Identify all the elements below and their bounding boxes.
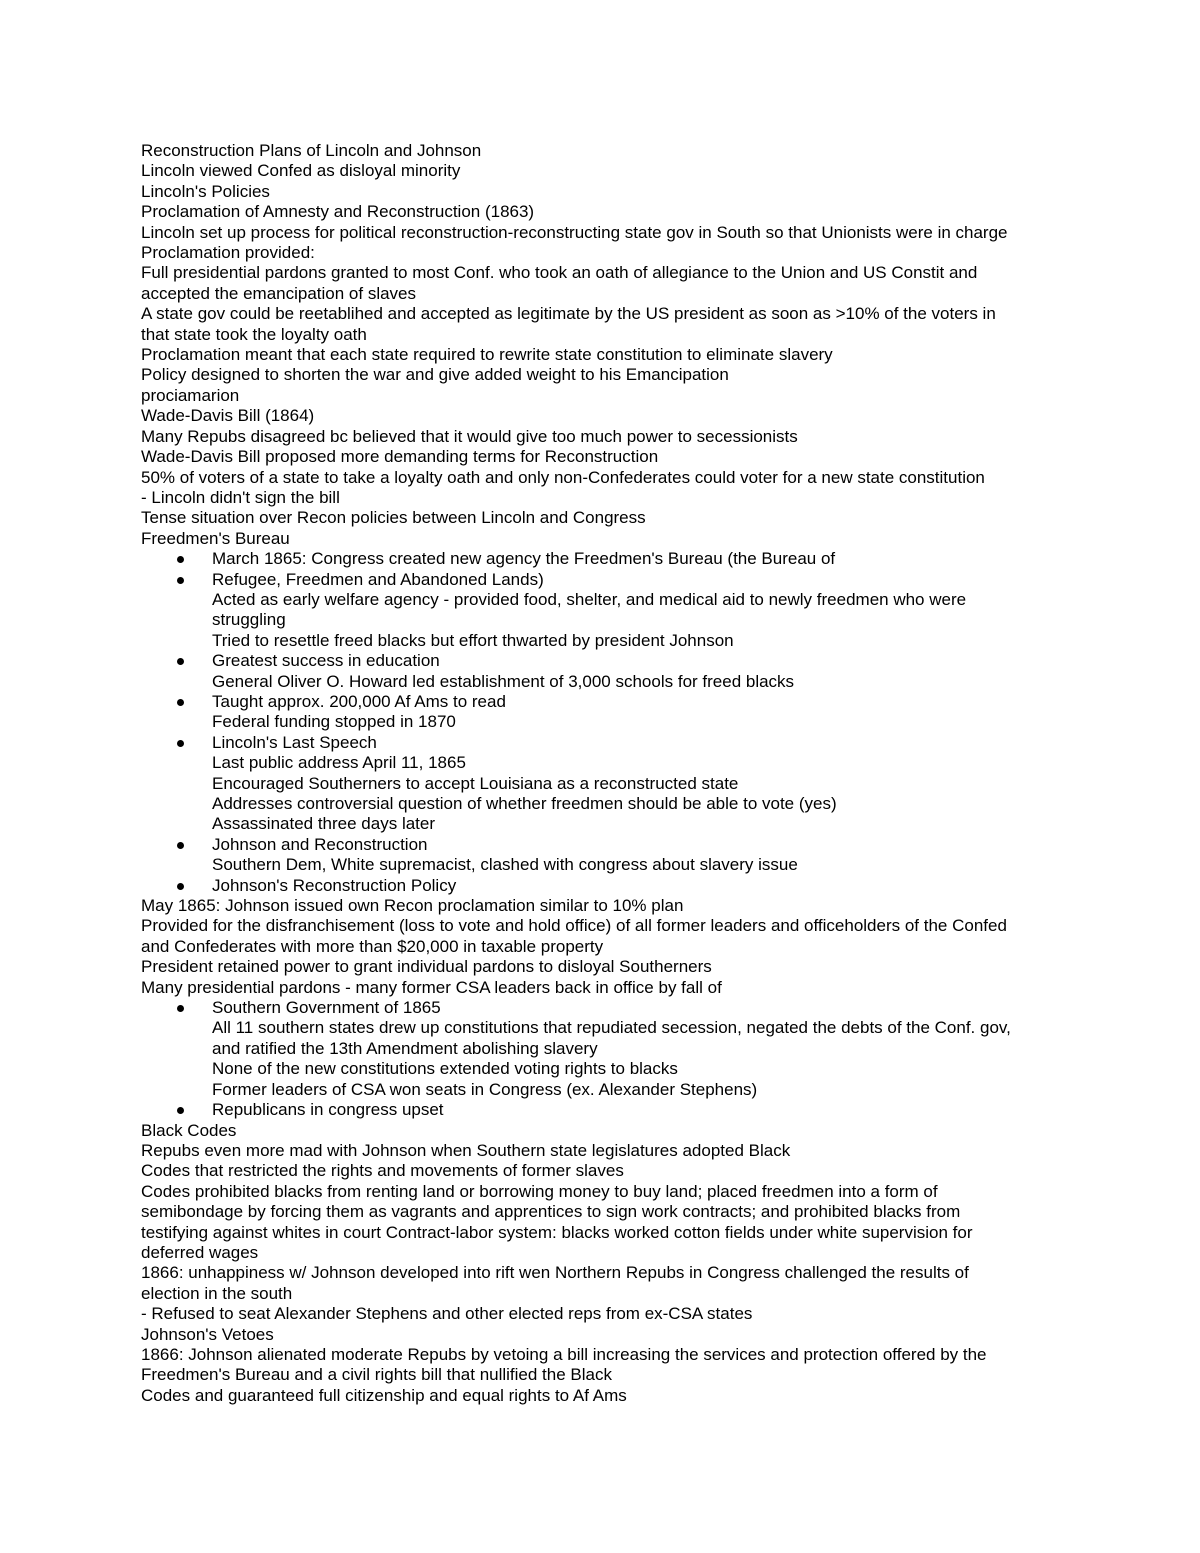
line-text: Tried to resettle freed blacks but effort thwarted by president Johnson: [212, 630, 734, 650]
text-line: [141, 916, 1061, 936]
text-line: [141, 202, 1061, 222]
line-text: Many presidential pardons - many former CSA leaders back in office by fall of: [141, 977, 722, 997]
line-text: Johnson's Vetoes: [141, 1324, 274, 1344]
text-line: [141, 631, 1061, 651]
text-line: [141, 1018, 1061, 1038]
bullet-icon: [177, 577, 184, 584]
line-text: Johnson's Reconstruction Policy: [212, 875, 457, 895]
line-text: General Oliver O. Howard led establishment of 3,000 schools for freed blacks: [212, 671, 795, 691]
text-line: [141, 1141, 1061, 1161]
bullet-item: [141, 549, 1061, 569]
line-text: Former leaders of CSA won seats in Congress (ex. Alexander Stephens): [212, 1079, 758, 1099]
line-text: Black Codes: [141, 1120, 237, 1140]
line-text: and Confederates with more than $20,000 in taxable property: [141, 936, 604, 956]
text-line: [141, 753, 1061, 773]
line-text: and ratified the 13th Amendment abolishing slavery: [212, 1038, 598, 1058]
line-text: None of the new constitutions extended voting rights to blacks: [212, 1059, 678, 1079]
line-text: testifying against whites in court Contract-labor system: blacks worked cotton fields under white supervision for: [141, 1222, 973, 1242]
line-text: struggling: [212, 610, 286, 630]
text-line: [141, 937, 1061, 957]
line-text: accepted the emancipation of slaves: [141, 283, 417, 303]
line-text: deferred wages: [141, 1242, 259, 1262]
text-line: [141, 1039, 1061, 1059]
line-text: Policy designed to shorten the war and give added weight to his Emancipation: [141, 365, 729, 385]
bullet-icon: [177, 699, 184, 706]
line-text: 1866: Johnson alienated moderate Repubs by vetoing a bill increasing the services and protection offered by the: [141, 1344, 987, 1364]
line-text: 1866: unhappiness w/ Johnson developed into rift wen Northern Repubs in Congress challenged the results of: [141, 1263, 969, 1283]
line-text: prociamarion: [141, 385, 240, 405]
bullet-icon: [177, 1107, 184, 1114]
line-text: that state took the loyalty oath: [141, 324, 367, 344]
text-line: [141, 1182, 1061, 1202]
text-line: [141, 345, 1061, 365]
line-text: Lincoln viewed Confed as disloyal minority: [141, 161, 461, 181]
line-text: Codes that restricted the rights and movements of former slaves: [141, 1161, 624, 1181]
line-text: Addresses controversial question of whether freedmen should be able to vote (yes): [212, 794, 837, 813]
bullet-icon: [177, 842, 184, 849]
text-line: [141, 1263, 1061, 1283]
line-text: President retained power to grant individual pardons to disloyal Southerners: [141, 957, 712, 977]
bullet-icon: [177, 883, 184, 890]
text-line: [141, 1080, 1061, 1100]
text-line: [141, 814, 1061, 834]
line-text: - Refused to seat Alexander Stephens and other elected reps from ex-CSA states: [141, 1304, 753, 1324]
text-line: [141, 1365, 1061, 1385]
text-line: [141, 223, 1061, 243]
line-text: Full presidential pardons granted to most Conf. who took an oath of allegiance to the Union and US Constit and: [141, 263, 978, 283]
line-text: Codes and guaranteed full citizenship and equal rights to Af Ams: [141, 1385, 627, 1405]
line-text: Provided for the disfranchisement (loss to vote and hold office) of all former leaders and officeholders of the Confed: [141, 916, 1007, 936]
line-text: Lincoln's Last Speech: [212, 732, 377, 752]
line-text: Johnson and Reconstruction: [212, 834, 428, 854]
line-text: Lincoln set up process for political reconstruction-reconstructing state gov in South so that Unionists were in charge: [141, 222, 1008, 242]
text-line: [141, 1243, 1061, 1263]
line-text: Southern Dem, White supremacist, clashed with congress about slavery issue: [212, 855, 798, 875]
line-text: Assassinated three days later: [212, 814, 436, 834]
text-line: [141, 794, 1061, 814]
text-line: [141, 1304, 1061, 1324]
line-text: Proclamation meant that each state required to rewrite state constitution to eliminate slavery: [141, 345, 833, 365]
text-line: [141, 1386, 1061, 1406]
line-text: Wade-Davis Bill proposed more demanding terms for Reconstruction: [141, 447, 659, 467]
bullet-icon: [177, 1005, 184, 1012]
line-text: Republicans in congress upset: [212, 1100, 444, 1120]
text-line: [141, 182, 1061, 202]
text-line: [141, 263, 1061, 283]
line-text: Freedmen's Bureau: [141, 528, 290, 548]
text-line: [141, 325, 1061, 345]
text-line: [141, 610, 1061, 630]
line-text: Greatest success in education: [212, 651, 440, 671]
line-text: 50% of voters of a state to take a loyalty oath and only non-Confederates could voter for a new state constitution: [141, 467, 985, 487]
text-line: [141, 1345, 1061, 1365]
text-line: [141, 141, 1061, 161]
bullet-item: [141, 651, 1061, 671]
text-line: [141, 304, 1061, 324]
text-line: [141, 365, 1061, 385]
line-text: Proclamation provided:: [141, 243, 315, 263]
line-text: Taught approx. 200,000 Af Ams to read: [212, 691, 506, 711]
text-line: [141, 774, 1061, 794]
line-text: A state gov could be reetablihed and accepted as legitimate by the US president as soon as >10% of the voters in: [141, 304, 996, 324]
text-line: [141, 284, 1061, 304]
line-text: Encouraged Southerners to accept Louisiana as a reconstructed state: [212, 773, 739, 793]
line-text: Reconstruction Plans of Lincoln and Johnson: [141, 141, 482, 160]
line-text: Tense situation over Recon policies between Lincoln and Congress: [141, 508, 646, 528]
line-text: All 11 southern states drew up constitutions that repudiated secession, negated the debts of the Conf. gov,: [212, 1018, 1011, 1038]
text-line: [141, 1223, 1061, 1243]
bullet-icon: [177, 740, 184, 747]
line-text: Wade-Davis Bill (1864): [141, 406, 315, 426]
bullet-item: [141, 733, 1061, 753]
bullet-item: [141, 876, 1061, 896]
text-line: [141, 508, 1061, 528]
text-line: [141, 1284, 1061, 1304]
line-text: Refugee, Freedmen and Abandoned Lands): [212, 569, 544, 589]
line-text: Proclamation of Amnesty and Reconstruction (1863): [141, 202, 535, 222]
text-line: [141, 672, 1061, 692]
line-text: Many Repubs disagreed bc believed that it would give too much power to secessionists: [141, 426, 798, 446]
text-line: [141, 896, 1061, 916]
bullet-icon: [177, 658, 184, 665]
text-line: [141, 406, 1061, 426]
text-line: [141, 957, 1061, 977]
line-text: Southern Government of 1865: [212, 998, 441, 1018]
text-line: [141, 712, 1061, 732]
line-text: Last public address April 11, 1865: [212, 753, 466, 773]
text-line: [141, 1161, 1061, 1181]
text-line: [141, 243, 1061, 263]
text-line: [141, 386, 1061, 406]
bullet-item: [141, 998, 1061, 1018]
line-text: Federal funding stopped in 1870: [212, 712, 456, 732]
line-text: March 1865: Congress created new agency the Freedmen's Bureau (the Bureau of: [212, 549, 836, 569]
line-text: semibondage by forcing them as vagrants and apprentices to sign work contracts; and prohibited blacks from: [141, 1202, 961, 1222]
line-text: May 1865: Johnson issued own Recon proclamation similar to 10% plan: [141, 896, 684, 916]
text-line: [141, 427, 1061, 447]
text-line: [141, 468, 1061, 488]
line-text: Repubs even more mad with Johnson when Southern state legislatures adopted Black: [141, 1140, 791, 1160]
text-line: [141, 590, 1061, 610]
line-text: election in the south: [141, 1283, 293, 1303]
text-line: [141, 161, 1061, 181]
text-line: [141, 855, 1061, 875]
bullet-item: [141, 570, 1061, 590]
text-line: [141, 1202, 1061, 1222]
line-text: Acted as early welfare agency - provided food, shelter, and medical aid to newly freedmen who were: [212, 589, 967, 609]
text-line: [141, 1325, 1061, 1345]
line-text: Codes prohibited blacks from renting land or borrowing money to buy land; placed freedmen into a form of: [141, 1181, 938, 1201]
bullet-icon: [177, 556, 184, 563]
document-body: [141, 141, 1061, 1406]
line-text: Lincoln's Policies: [141, 181, 270, 201]
text-line: [141, 529, 1061, 549]
text-line: [141, 978, 1061, 998]
bullet-item: [141, 692, 1061, 712]
bullet-item: [141, 835, 1061, 855]
line-text: - Lincoln didn't sign the bill: [141, 487, 340, 507]
text-line: [141, 1121, 1061, 1141]
text-line: [141, 447, 1061, 467]
text-line: [141, 1059, 1061, 1079]
text-line: [141, 488, 1061, 508]
line-text: Freedmen's Bureau and a civil rights bill that nullified the Black: [141, 1365, 612, 1385]
bullet-item: [141, 1100, 1061, 1120]
